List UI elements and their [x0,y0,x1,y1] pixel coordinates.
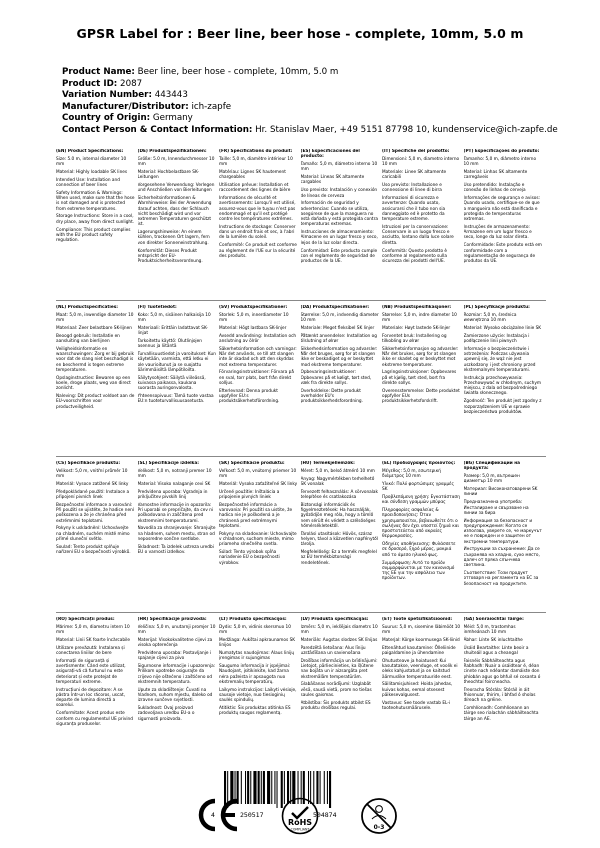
spec-paragraph: Sigurnosne informacije i upozorenja: Prilikom upotrebe osigurajte da crijevo nije oštećeno i zaštićeno od ekstremnih temperatura. [137,664,216,685]
spec-paragraph: Biztonsági információk és figyelmeztetések: Ha használják, győződjön meg róla, hogy a tömlő nem sérült és védett a szélsőséges hőmérsékletektől. [300,502,376,529]
spec-paragraph: Instrucțiuni de depozitare: A se păstra într-un loc răcoros, uscat, departe de lumina directă a soarelui. [56,687,125,709]
spec-paragraph: Conformité: Ce produit est conforme au règlement de l'UE sur la sécurité des produits. [219,243,297,259]
spec-column [301,617,383,765]
spec-row-3 [56,461,546,609]
spec-paragraph: Materiál: Vysoko zaťažiteľné SK linky [219,481,298,487]
spec-paragraph: Storlek: 5,0 m, innerdiameter 10 mm [219,312,289,324]
spec-paragraph: Overholdelse: Dette produkt overholder EU's produktsikkerhedsforordning. [300,388,363,405]
spec-paragraph: Opslaginstructies: Bewaren op een koele, droge plaats, weg van direct zonlicht. [56,375,131,392]
spec-paragraph: Tarkoitettu käyttö: Olutlinjojen asennus ja liitäntä [137,339,202,350]
spec-paragraph: Material: Högt lastbara SK-linjer [219,325,287,331]
spec-column [464,617,546,765]
divider [56,456,546,457]
spec-paragraph: Tamanho: 5,0 m, diâmetro interno 10 mm [463,156,537,168]
spec-paragraph: Material: Hochbelastbare SK-Leitungen [137,169,199,181]
barcode-bar [253,771,256,804]
spec-paragraph: Velikost: 5,0 m, notranji premer 10 mm [137,468,212,480]
spec-paragraph: Yhteensopivuus: Tämä tuote vastaa EU:n tuoteturvallisuusasetusta. [137,394,214,405]
spec-paragraph: Compliance: This product complies with the EU product safety regulation. [56,227,131,244]
spec-paragraph: Materiał: Wysoko obciążalne linie SK [463,325,542,331]
spec-paragraph: Sukladnost: Ovaj proizvod zadovoljava uredbu EU-a o sigurnosti proizvoda. [137,706,195,722]
age-warning-icon [360,797,398,835]
spec-grid [56,149,546,765]
spec-paragraph: Informations de sécurité et avertissements: Lorsqu'il est utilisé, assurez-vous que le tuyau n'est pas endommagé et qu'il est protégé contre les températures extrêmes. [219,196,296,223]
product-id-row: Product ID: 2087 [62,78,143,89]
spec-heading: (LT) Produkto specifikacijos: [219,617,287,622]
ce-mark-icon [196,797,241,833]
barcode-bar [250,771,251,804]
barcode-lead-digit: 4 [211,811,215,819]
spec-paragraph: Materiaal: Zeer belastbare SK-lijnen [56,325,132,331]
spec-paragraph: Vorgesehene Verwendung: Verlegen und Anschließen von Bierleitungen [137,183,215,194]
barcode-bar [263,771,265,804]
spec-paragraph: Atbilstība: Šis produkts atbilst ES produktu drošības regulai. [300,700,371,712]
spec-column [464,305,546,453]
spec-heading: (SK) Špecifikácie produktu: [219,461,285,466]
spec-column [138,461,220,609]
spec-paragraph: Predvidena uporaba: Vgradnja in priključitev pivskih linij [137,489,208,501]
variation-row: Variation Number: 443443 [62,90,188,101]
spec-paragraph: Materiale: Meget fleksibel SK linjer [300,325,375,331]
spec-paragraph: Информация за безопасност и предупреждения: Когато се използва, уверете се, че маркучът не е повреден и е защитен от екстремни температури. [463,518,542,545]
spec-heading: (BG) Спецификации на продукта: [463,461,520,472]
spec-paragraph: Uso previsto: Installazione e connessione di linee di birra [382,183,442,194]
spec-paragraph: Vastavus: See toode vastab EL-i tooteohutusmäärusele. [382,700,451,712]
spec-paragraph: Uso pretendido: Instalação e conexão de linhas de cerveja [463,183,526,194]
spec-paragraph: Drošības informācija un brīdinājumi: Lietojot, pārliecinieties, ka šļūtene nav bojāta un ir aizsargāta pret ekstremālām temperatūrām. [300,658,378,680]
spec-paragraph: Bezpečnostné informácie a varovania: Pri použití sa uistite, že hadica nie je poškodená a je chránená pred extrémnymi teplotami. [219,502,293,529]
spec-heading: (SL) Specifikacije izdelka: [137,461,199,466]
spec-paragraph: Materjal: Kõrge koormusega SK-liinid [382,637,460,643]
spec-paragraph: Съответствие: Този продукт отговаря на регламента на ЕС за безопасност на продуктите. [463,571,539,587]
spec-paragraph: Säkerhetsinformation och varningar: När det används, se till att slangen inte är skadad och att den skyddas mot extrema temperaturer. [219,346,297,368]
spec-paragraph: Určené použitie: Inštalácia a pripojenie pivných liniek [219,489,280,501]
spec-paragraph: Størrelse: 5,0 m, indre diameter 10 mm [382,312,457,324]
barcode-bar [324,771,325,804]
spec-paragraph: Numatytas naudojimas: Alaus linijų įrengimas ir sujungimas [219,651,295,662]
spec-paragraph: Información de seguridad y advertencias: Cuando se utiliza, asegúrese de que la manguera no está dañada y está protegida contra temperaturas extremas. [300,201,378,228]
spec-paragraph: Velikost: 5,0 m, vnitřní průměr 10 mm [56,468,128,480]
barcode-bar [320,771,321,804]
spec-paragraph: Avsedd användning: Installation och anslutning av ölrör [219,333,297,345]
spec-column [138,149,220,297]
spec-column [301,149,383,297]
spec-heading: (EL) Προδιαγραφές προϊόντος: [382,461,456,466]
barcode-bar [327,771,328,804]
spec-column [56,149,138,297]
spec-paragraph: Tervezett felhasználás: A sörvonalak telepítése és csatlakozása [300,489,378,501]
spec-paragraph: Οδηγίες αποθήκευσης: Φυλάσσετε σε δροσερό, ξηρό μέρος, μακριά από το άμεσο ηλιακό φως. [382,542,456,558]
spec-column [56,617,138,765]
spec-heading: (FI) Tuotetiedot: [137,305,177,310]
spec-paragraph: Naleving: Dit product voldoet aan de EU-voorschriften voor productveiligheid. [56,394,135,410]
spec-paragraph: Förvaringsinstruktioner: Förvara på en sval, torr plats, bort från direkt solljus. [219,370,294,386]
spec-paragraph: Material: Linii SK foarte încărcabile [56,637,131,643]
spec-heading: (SV) Produktspecifikationer: [219,305,288,310]
spec-row-2 [56,305,546,453]
spec-paragraph: Storage Instructions: Store in a cool, dry place, away from direct sunlight. [56,214,135,225]
spec-column [219,617,301,765]
spec-heading: (EN) Product Specifications: [56,149,124,154]
spec-paragraph: Utilisation prévue: Installation et raccordement des lignes de bière [219,183,291,194]
rohs-label: RoHS [287,818,313,827]
spec-heading: (HU) Termékjellemzők: [300,461,355,466]
spec-paragraph: Treoracha Stórála: Stóráil in áit fhionnuar, thirim, i bhfad ó sholas díreach na gréine. [463,687,536,704]
spec-paragraph: Instrukcja przechowywania: Przechowywać w chłodnym, suchym miejscu, z dala od bezpośredniego światła słonecznego. [463,375,541,397]
spec-column [56,461,138,609]
product-name-row: Product Name: Beer line, beer hose - complete, 10mm, 5.0 m [62,67,339,77]
spec-row-1 [56,149,546,297]
spec-paragraph: Efterlevnad: Denna produkt uppfyller EU:s produktsäkerhetsförordning. [219,388,280,405]
spec-paragraph: Informazioni di sicurezza e avvertenze: Quando usato, assicurarsi che il tubo non sia danneggiato ed è protetto da temperature estreme. [382,196,446,223]
spec-paragraph: Conformidade: Este produto está em conformidade com a regulamentação de segurança de produtos da UE. [463,243,542,265]
rohs-icon [281,797,319,835]
spec-paragraph: Atitiktis: Šis produktas atitinka ES produktų saugos reglamentą. [219,706,291,717]
origin-row: Country of Origin: Germany [62,113,193,124]
spec-paragraph: Materiál: Vysoce zatížené SK linky [56,481,129,487]
spec-paragraph: Size: 5.0 m, internal diameter 10 mm [56,156,127,168]
spec-paragraph: Conformitate: Acest produs este conform cu regulamentul UE privind siguranța produselor. [56,711,133,727]
spec-paragraph: Materiāls: Augstas slodzes SK līnijas [300,637,378,643]
spec-paragraph: Υλικό: Πολύ φορτώσιμες γραμμές SK [382,481,454,493]
spec-paragraph: Materijal: Visokokvalitetne cijevi za visoka opterećenja [137,637,213,649]
barcode-bar [245,771,246,804]
spec-column [382,461,464,609]
contact-info: Hr. Stanislav Maer, +49 5151 87798 10, kundenservice@ich-zapfe.de [255,124,558,135]
spec-paragraph: Forventet bruk: Installering og tilkobling av ølrør [382,333,447,345]
spec-paragraph: Úsáid Beartaithe: Línte beoir a shuiteáil agus a cheangal [463,645,529,657]
spec-paragraph: Größe: 5.0 m, Innendurchmesser 10 mm [137,156,215,168]
spec-paragraph: Material: Linhas SK altamente carregáveis [463,169,528,181]
manufacturer: ich-zapfe [191,101,232,112]
manufacturer-row: Manufacturer/Distributor: ich-zapfe [62,101,232,112]
spec-heading: (ES) Especificaciones del producto: [300,149,360,160]
spec-paragraph: Utilizare prevăzută: Instalarea și conectarea liniilor de bere [56,645,125,657]
spec-heading: (NB) Produktspesifikasjoner: [382,305,452,310]
spec-paragraph: Instruções de armazenamento: Armazene em um lugar fresco e seco, longe da luz solar direta. [463,224,532,241]
spec-heading: (ET) Toote spetsifikatsioonid: [382,617,453,622]
spec-column [464,149,546,297]
spec-paragraph: Tárolási utasítások: Hűvös, száraz helyen, távol a közvetlen napfénytől tárolja. [300,531,378,548]
spec-paragraph: Veiligheidsinformatie en waarschuwingen: Zorg er bij gebruik voor dat de slang niet beschadigd is en beschermd is tegen extreme temperaturen. [56,346,134,373]
spec-paragraph: Materiale: Høyt lastede SK-linjer [382,325,451,331]
variation-number: 443443 [154,90,188,101]
spec-paragraph: Conformità: Questo prodotto è conforme al regolamento sulla sicurezza dei prodotti dell'UE. [382,248,448,265]
spec-paragraph: Säilitamisjuhised: Hoida jahedas, kuivas kohas, eemal otsesest päikesevalgusest. [382,682,453,698]
spec-column [219,149,301,297]
spec-paragraph: Material: Highly loadable SK lines [56,169,128,175]
spec-paragraph: Informații de siguranță și avertismente: Când este utilizat, asigurați-vă că furtunul nu este deteriorat și este protejat de temperaturi extreme. [56,658,126,685]
spec-column [138,305,220,453]
spec-paragraph: Predviđena uporaba: Postavljanje i spajanje cijevi za pivo [137,651,212,662]
spec-paragraph: Προβλεπόμενη χρήση: Εγκατάσταση και σύνδεση γραμμών μπύρας [382,495,460,506]
spec-paragraph: Sikkerhedsinformation og advarsler: Når det bruges, sørg for at slangen ikke er beskadiget og er beskyttet mod ekstreme temperaturer. [300,346,378,368]
spec-paragraph: Veľkosť: 5,0 m, vnútorný priemer 10 mm [219,468,297,480]
spec-paragraph: Συμμόρφωση: Αυτό το προϊόν συμμορφώνεται με τον κανονισμό της ΕΕ για την ασφάλεια των προϊόντων. [382,560,455,582]
page-title: GPSR Label for : Beer line, beer hose - complete, 10mm, 5.0 m [76,26,524,41]
spec-column [301,305,383,453]
product-info [62,67,582,137]
spec-paragraph: Sicherheitsinformationen & Warnhinweise: Bei der Anwendung darauf achten, dass der Schlauch nicht beschädigt wird und vor extremen Temperaturen geschützt ist. [137,196,212,228]
spec-paragraph: Ettenähtud kasutamine: Õlleliinide paigaldamine ja ühendamine [382,645,456,657]
spec-paragraph: Zamierzone użycie: Instalacja i podłączenie linii piwnych [463,333,530,345]
spec-paragraph: Súlad: Tento výrobok spĺňa nariadenie EÚ o bezpečnosti výrobkov. [219,550,280,566]
country-of-origin: Germany [152,113,193,124]
spec-paragraph: Maat: 5,0 m, inwendige diameter 10 mm [56,312,134,324]
spec-paragraph: Dydis: 5,0 m, vidinis skersmuo 10 mm [219,624,291,636]
spec-column [138,617,220,765]
spec-paragraph: Lagringsinstruksjoner: Oppbevares på et kjølig, tørt sted, bort fra direkte sollys. [382,370,457,386]
spec-column [219,305,301,453]
spec-paragraph: Glabāšanas norādījumi: Uzglabāt vēsā, sausā vietā, prom no tiešas saules gaismas. [300,682,372,698]
spec-heading: (CS) Specifikace produktu: [56,461,121,466]
spec-paragraph: Размер: 5,0 m, вътрешен диаметър 10 mm [463,474,520,485]
spec-paragraph: Varnostne informacije in opozorila: Pri uporabi se prepričajte, da cev ni poškodovana in zaščitena pred ekstremnimi temperaturami. [137,502,214,524]
spec-paragraph: Zgodność: Ten produkt jest zgodny z rozporządzeniem UE w sprawie bezpieczeństwa produktów. [463,399,542,415]
spec-paragraph: Informações de segurança e avisos: Quando usado, certifique-se de que a mangueira não está danificada e protegida de temperaturas extremas. [463,196,541,223]
spec-paragraph: Material: Líneas SK altamente cargables [300,175,365,186]
spec-paragraph: Conformidad: Este producto cumple con el reglamento de seguridad de productos de la UE. [300,248,378,265]
spec-column [382,305,464,453]
spec-paragraph: Konformität: Dieses Produkt entspricht der EU-Produktsicherheitsverordnung. [137,248,203,265]
spec-paragraph: Overensstemmelse: Dette produktet oppfyller EUs produktsikkerhetsforskrift. [382,388,460,405]
spec-paragraph: Ábhar: Línte SK inluchtaithe [463,637,523,643]
spec-paragraph: Инструкции за съхранение: Да се съхранява на хладно, сухо място, далеч от пряка слънчева светлина. [463,547,540,569]
spec-paragraph: Sikkerhetsinformasjon og advarsler: Når det brukes, sørg for at slangen ikke er skadet og er beskyttet mot ekstreme temperaturer. [382,346,459,368]
spec-row-4 [56,617,546,765]
product-name: Beer line, beer hose - complete, 10mm, 5.0 m [137,67,339,77]
barcode-bar [258,771,260,804]
spec-paragraph: Påtænkt anvendelse: Installation og tilslutning af ølrør [300,333,377,345]
spec-paragraph: Πληροφορίες ασφαλείας & προειδοποιήσεις: Όταν χρησιμοποιείται, βεβαιωθείτε ότι ο σωλήνας δεν έχει υποστεί ζημιά και προστατεύεται από ακραίες θερμοκρασίες. [382,508,459,540]
spec-paragraph: Méid: 5,0 m, trastomhas inmheánach 10 mm [463,624,516,636]
spec-paragraph: Instructions de stockage: Conserver dans un endroit frais et sec, à l'abri de la lumière du soleil. [219,224,296,241]
spec-paragraph: Mărime: 5,0 m, diametru intern 10 mm [56,624,130,636]
barcode-bar [247,771,249,804]
spec-paragraph: Intended Use: Installation and connection of beer lines [56,177,120,189]
spec-paragraph: Paredzētā lietošana: Alus līniju uzstādīšana un savienošana [300,645,366,657]
spec-paragraph: Méret: 5,0 m, belső átmérő 10 mm [300,468,375,474]
spec-paragraph: Faisnéis Sábháilteachta agus Rabhadh: Nuair a úsáidtear é, déan cinnte nach ndéantar damáiste don phíobán agus go bhfuil sé cosanta ó theochtaí foircneacha. [463,658,541,685]
spec-heading: (DA) Produktspecifikationer: [300,305,370,310]
spec-paragraph: Material: Visoko nalaganje cevi SK [137,481,211,487]
barcode-bar [271,771,272,804]
spec-paragraph: Předpokládané použití: Instalace a připojení pivních linek [56,489,130,501]
product-id: 2087 [120,78,143,89]
spec-paragraph: Koko: 5,0 m, sisäinen halkaisija 10 mm [137,312,211,324]
spec-paragraph: Soulad: Tento produkt splňuje nařízení EU o bezpečnosti výrobků. [56,544,131,556]
barcode-bar [267,771,270,804]
spec-heading: (PT) Especificações do produto: [463,149,540,154]
spec-heading: (DE) Produktspezifikationen: [137,149,207,154]
spec-paragraph: Ohutusteave ja hoiatused: Kui kasutatakse, veenduge, et voolik ei oleks kahjustatud ja on kaitstud äärmuslike temperatuuride eest. [382,658,458,680]
spec-paragraph: Matériau: Lignes SK hautement chargeables [219,169,286,181]
divider [56,612,546,613]
spec-heading: (GA) Sonraíochtaí Táirge: [463,617,524,622]
barcode-left-digits: 250517 [240,811,264,819]
spec-paragraph: Izmērs: 5,0 m, iekšējais diametrs 10 mm [300,624,378,636]
spec-paragraph: Pokyny k uskladnění: Uchovávejte na chladném, suchém místě mimo přímé sluneční světlo. [56,526,130,542]
spec-paragraph: Laikymo instrukcijos: Laikyti vėsioje, sausoje vietoje, nuo tiesioginių saulės spindulių. [219,687,297,704]
spec-paragraph: Størrelse: 5,0 m, indvendig diameter 10 mm [300,312,379,324]
rohs-sub-label: COMPLIANT [290,827,310,832]
spec-column [301,461,383,609]
contact-row: Contact Person & Contact Information: Hr. Stanislav Maer, +49 5151 87798 10, kundenservice@ich-zapfe.de [62,124,558,135]
spec-paragraph: Предназначена употреба: Инсталиране и свързване на линии за бира [463,500,529,516]
barcode-bar [277,771,278,808]
spec-paragraph: Pokyny na skladovanie: Uchovávajte v chladnom, suchom mieste, mimo priameho slnečného svetla. [219,531,297,548]
spec-paragraph: Safety Information & Warnings: When used, make sure that the hose is not damaged and is protected from extreme temperatures. [56,190,135,212]
spec-paragraph: Informacje o bezpieczeństwie i ostrzeżenia: Podczas używania upewnij się, że wąż nie jest uszkodzony i jest chroniony przed ekstremalnymi temperaturami. [463,346,536,373]
spec-paragraph: Taille: 5,0 m, diamètre intérieur 10 mm [219,156,293,168]
spec-paragraph: Bezpečnostní informace a varování: Při použití se ujistěte, že hadice není poškozena a že je chráněna před extrémními teplotami. [56,502,134,524]
spec-paragraph: Materiale: Linee SK altamente caricabili [382,169,447,181]
spec-paragraph: Turvallisuustiedot ja varoitukset: Kun käytetään, varmista, että letku ei ole vaurioitunut ja se suojattu äärimmäisiltä lämpötiloilta. [137,352,216,373]
spec-paragraph: Medžiaga: Aukštai apkraunamos SK linijos [219,637,296,649]
spec-paragraph: Comhlíonadh: Comhlíonann an táirge seo rialachán sábháilteachta táirge an AE. [463,706,539,722]
spec-paragraph: Uso previsto: Instalación y conexión de líneas de cerveza [300,188,378,199]
spec-column [56,305,138,453]
spec-heading: (HR) Specifikacije proizvoda: [137,617,207,622]
spec-paragraph: Rozmiar: 5,0 m, średnica wewnętrzna 10 mm [463,312,517,324]
spec-heading: (NL) Productspecificaties: [56,305,118,310]
spec-paragraph: Beoogd gebruik: Installatie en aansluiting van bierlijnen [56,333,120,345]
spec-paragraph: Veličina: 5,0 m, unutarnji promjer 10 mm [137,624,216,636]
divider [56,300,546,301]
barcode-bar [274,771,275,804]
spec-column [382,617,464,765]
spec-paragraph: Anyag: Nagymértékben terhelhető SK vonalak [300,476,375,487]
spec-paragraph: Navodila za shranjevanje: Shranjujte na hladnem, suhem mestu, stran od neposredne sončne svetlobe. [137,526,216,542]
spec-paragraph: Säilytysohjeet: Säilytä viileässä, kuivassa paikassa, kaukana suorasta auringonvalosta. [137,375,206,392]
spec-paragraph: Lagerungshinweise: An einem kühlen, trockenen Ort lagern, fern von direkter Sonneneinstrahlung. [137,230,210,246]
barcode-right-digits: 504874 [313,811,337,819]
spec-paragraph: Upute za skladištenje: Čuvati na hladnom, suhom mjestu, daleko od izravne sunčeve svjetlosti. [137,687,213,704]
spec-paragraph: Материал: Високонатоварени SK линии [463,487,538,498]
spec-heading: (PL) Specyfikacje produktu: [463,305,530,310]
spec-paragraph: Instrucciones de almacenamiento: Almacene en un lugar fresco y seco, lejos de la luz solar directa. [300,230,378,246]
spec-paragraph: Skladnost: Ta izdelek ustreza uredbi EU o varnosti izdelkov. [137,544,214,556]
spec-paragraph: Tamaño: 5,0 m, diámetro interno 10 mm [300,162,378,173]
spec-heading: (IT) Specifiche del prodotto: [382,149,450,154]
spec-paragraph: Saugumo informacija ir įspėjimai: Naudojant, įsitikinkite, kad žarna nėra pažeista ir apsaugota nuo ekstremalių temperatūrų. [219,664,291,685]
barcode-bar [261,771,262,804]
spec-column [382,149,464,297]
spec-column [464,461,546,609]
spec-heading: (LV) Produkta specifikācijas: [300,617,369,622]
spec-paragraph: Opbevaringsinstruktioner: Opbevares på et køligt, tørt sted, væk fra direkte sollys. [300,370,372,386]
age-label: 0-3 [373,824,385,831]
spec-paragraph: Dimensioni: 5,0 m, diametro interno 10 mm [382,156,460,168]
spec-heading: (RO) Specificații produs: [56,617,115,622]
spec-paragraph: Istruzioni per la conservazione: Conservare in un luogo fresco e asciutto, lontano dalla luce solare diretta. [382,224,454,246]
spec-column [219,461,301,609]
spec-paragraph: Materiaali: Erittäin ladattavat SK-linjat [137,325,208,337]
spec-paragraph: Μέγεθος: 5,0 m, εσωτερική διάμετρος 10 mm [382,468,441,480]
spec-heading: (FR) Spécifications du produit: [219,149,293,154]
spec-paragraph: Megfelelőség: Ez a termék megfelel az EU termékbiztonsági rendeletének. [300,550,377,566]
spec-paragraph: Suurus: 5,0 m, sisemine läbimõõt 10 mm [382,624,461,636]
barcode-bar [329,771,331,808]
